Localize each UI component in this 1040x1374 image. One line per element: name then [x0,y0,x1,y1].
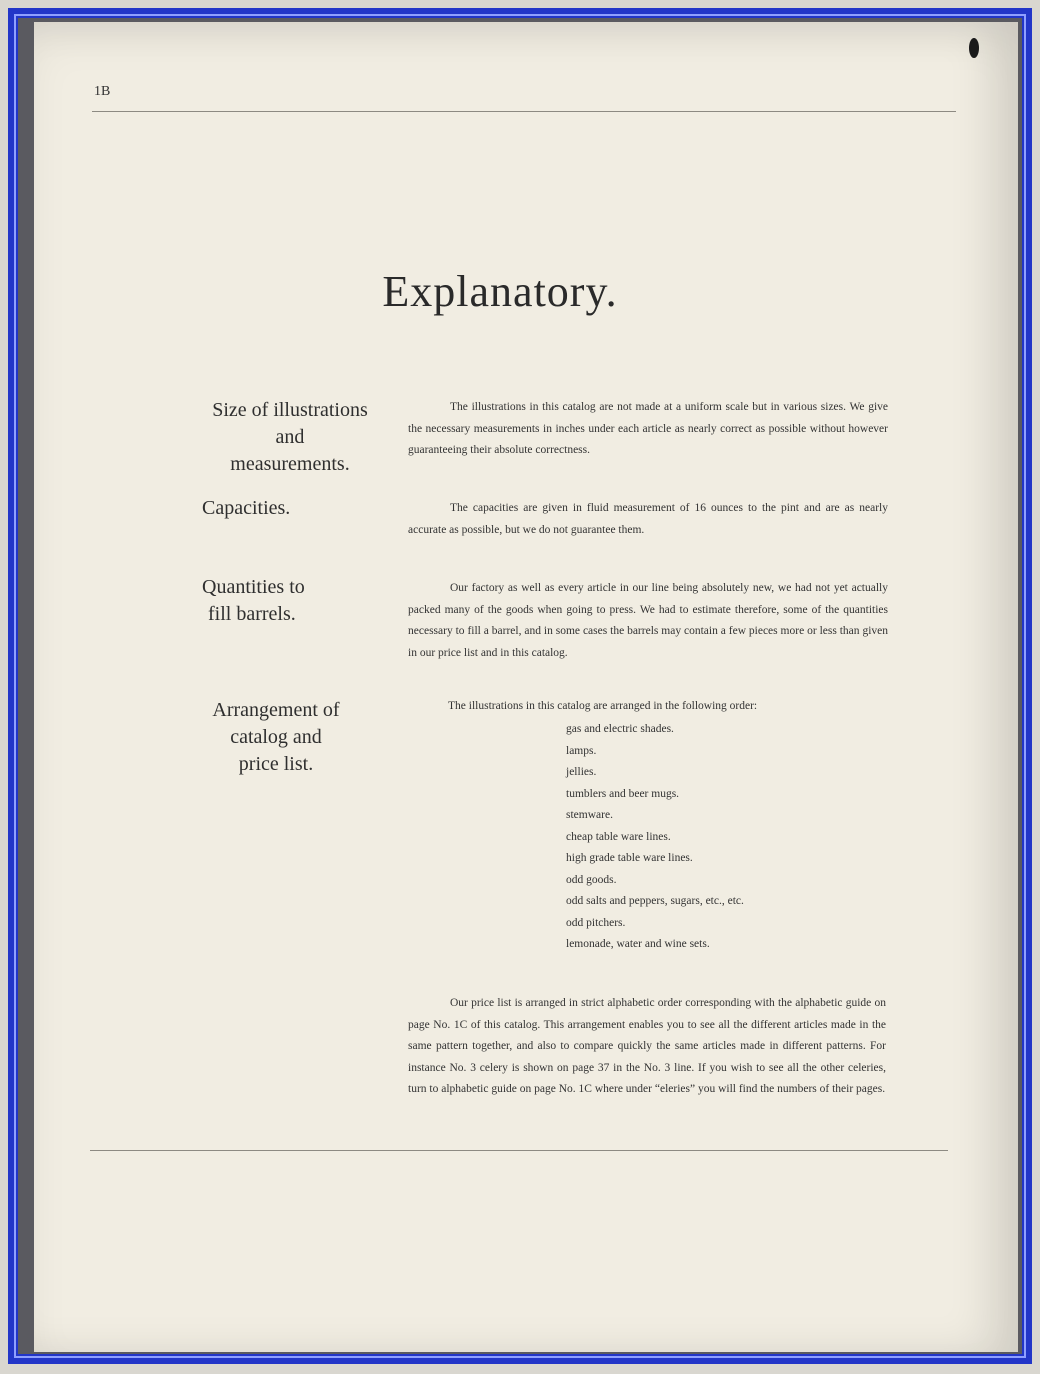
heading-size-of-illustrations: Size of illustrations and measurements. [212,399,368,475]
page-title: Explanatory. [382,267,618,316]
list-item: cheap table ware lines. [566,830,671,843]
paragraph-quantities: Our factory as well as every article in our line being absolutely new, we had not yet actually packed many of the goods when going to press. We had to estimate therefore, some of the quantities necessary to fill a barrel, and in some cases the barrels may contain a few pieces more or less than given in our price list and in this catalog. [408,582,888,659]
list-item: lamps. [566,744,597,757]
page-number: 1B [94,84,111,99]
header-rule [92,111,956,112]
list-item: high grade table ware lines. [566,852,693,864]
list-item: tumblers and beer mugs. [566,787,680,800]
list-item: stemware. [566,809,613,821]
heading-capacities: Capacities. [202,497,291,519]
heading-quantities: Quantities to fill barrels. [202,576,305,625]
paragraph-size-of-illustrations: The illustrations in this catalog are not made at a uniform scale but in various sizes. We give the necessary measurements in inches under each article as nearly correct as possible without however guaranteeing their absolute correctness. [408,401,888,456]
list-item: jellies. [566,766,597,778]
list-item: odd pitchers. [566,916,626,929]
heading-arrangement: Arrangement of catalog and price list. [212,699,340,775]
image-frame [8,8,1032,1364]
list-item: odd goods. [566,873,617,886]
list-item: odd salts and peppers, sugars, etc., etc. [566,895,744,907]
arrangement-list [566,719,744,956]
catalog-page [34,22,1018,1352]
list-item: gas and electric shades. [566,723,674,735]
footer-rule [90,1150,948,1151]
list-item: lemonade, water and wine sets. [566,938,710,950]
binding-hole [969,38,979,58]
paragraph-price-list: Our price list is arranged in strict alphabetic order corresponding with the alphabetic guide on page No. 1C of this catalog. This arrangement enables you to see all the different articles made in the same pattern together, and also to compare quickly the same articles made in different patterns. For instance No. 3 celery is shown on page 37 in the No. 3 line. If you wish to see all the other celeries, turn to alphabetic guide on page No. 1C where under “eleries” you will find the numbers of their pages. [408,997,886,1095]
arrangement-intro: The illustrations in this catalog are arranged in the following order: [448,700,758,712]
paragraph-capacities: The capacities are given in fluid measurement of 16 ounces to the pint and are as nearly accurate as possible, but we do not guarantee them. [408,502,888,536]
